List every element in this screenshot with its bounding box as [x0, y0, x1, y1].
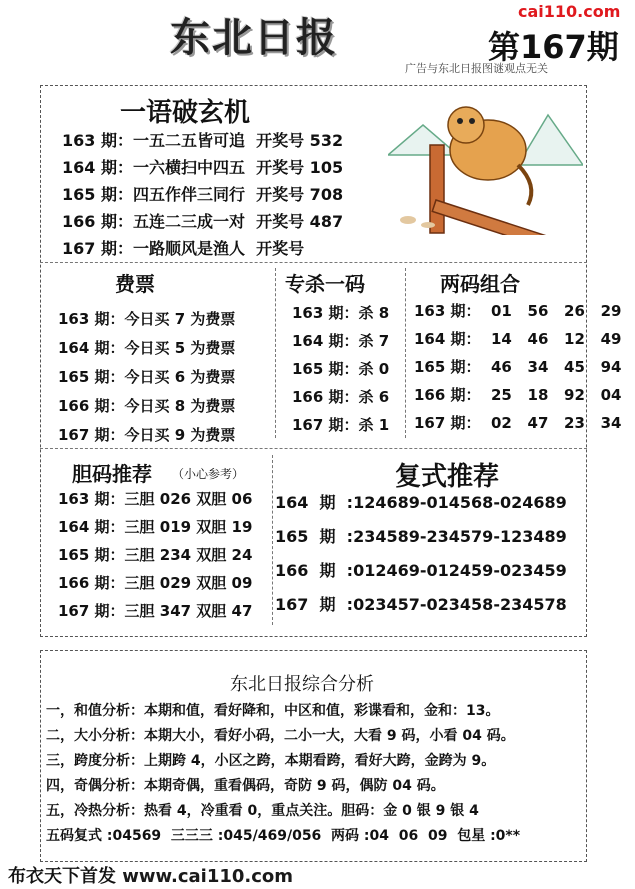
- liangma-row: 166 期： 25 18 92 04: [414, 386, 622, 404]
- yiyu-row: 166 期：五连二三成一对 开奖号 487: [62, 212, 344, 231]
- danma-row: 167 期：三胆 347 双胆 47: [58, 602, 253, 620]
- section-divider: [40, 448, 587, 449]
- zhuansha-row: 167 期：杀 1: [292, 416, 390, 434]
- liangma-row: 167 期： 02 47 23 34: [414, 414, 622, 432]
- yiyu-row: 163 期：一五二五皆可追 开奖号 532: [62, 131, 344, 150]
- analysis-title: 东北日报综合分析: [230, 674, 374, 695]
- column-divider: [275, 268, 276, 438]
- feipiao-row: 167 期：今日买 9 为费票: [58, 426, 236, 444]
- danma-row: 163 期：三胆 026 双胆 06: [58, 490, 253, 508]
- analysis-row: 三，跨度分析：上期跨 4，小区之跨，本期看跨，看好大跨，金跨为 9。: [46, 753, 496, 769]
- analysis-row: 二，大小分析：本期大小，看好小码，二小一大，大看 9 码，小看 04 码。: [46, 728, 515, 744]
- column-divider: [405, 268, 406, 438]
- feipiao-row: 163 期：今日买 7 为费票: [58, 310, 236, 328]
- cartoon-illustration: [388, 95, 583, 235]
- danma-note: （小心参考）: [172, 467, 245, 481]
- analysis-row: 五，冷热分析：热看 4，冷重看 0，重点关注。胆码：金 0 银 9 银 4: [46, 803, 479, 819]
- liangma-row: 164 期： 14 46 12 49: [414, 330, 622, 348]
- zhuansha-row: 163 期：杀 8: [292, 304, 390, 322]
- section-divider: [40, 262, 587, 263]
- yiyu-row: 165 期：四五作伴三同行 开奖号 708: [62, 185, 344, 204]
- fushi-row: 165 期 :234589-234579-123489: [275, 527, 567, 546]
- liangma-row: 165 期： 46 34 45 94: [414, 358, 622, 376]
- yiyu-row: 164 期：一六横扫中四五 开奖号 105: [62, 158, 344, 177]
- feipiao-row: 166 期：今日买 8 为费票: [58, 397, 236, 415]
- analysis-row: 五码复式 :04569 三三三 :045/469/056 两码 :04 06 09 包星 :0**: [46, 828, 521, 844]
- yiyu-title: 一语破玄机: [120, 98, 251, 128]
- issue-number: 第167期: [488, 28, 619, 66]
- fushi-row: 166 期 :012469-012459-023459: [275, 561, 567, 580]
- fushi-row: 167 期 :023457-023458-234578: [275, 595, 567, 614]
- analysis-row: 一，和值分析：本期和值，看好降和，中区和值，彩谍看和，金和：13。: [46, 703, 500, 719]
- footer-url[interactable]: www.cai110.com: [122, 866, 294, 887]
- liangma-row: 163 期： 01 56 26 29: [414, 302, 622, 320]
- yiyu-row: 167 期：一路顺风是渔人 开奖号: [62, 239, 305, 258]
- footer: [8, 862, 293, 888]
- masthead-title: 东北日报: [170, 15, 338, 61]
- site-link[interactable]: cai110.com: [518, 2, 621, 21]
- danma-row: 165 期：三胆 234 双胆 24: [58, 546, 253, 564]
- fushi-row: 164 期 :124689-014568-024689: [275, 493, 567, 512]
- zhuansha-row: 166 期：杀 6: [292, 388, 390, 406]
- disclaimer-text: 广告与东北日报图谜观点无关: [405, 62, 548, 75]
- feipiao-title: 费票: [115, 272, 155, 296]
- zhuansha-row: 165 期：杀 0: [292, 360, 390, 378]
- zhuansha-title: 专杀一码: [285, 272, 365, 296]
- fushi-title: 复式推荐: [395, 462, 500, 492]
- footer-text: 布衣天下首发: [8, 866, 116, 887]
- danma-row: 164 期：三胆 019 双胆 19: [58, 518, 253, 536]
- liangma-title: 两码组合: [440, 272, 520, 296]
- column-divider: [272, 455, 273, 625]
- danma-row: 166 期：三胆 029 双胆 09: [58, 574, 253, 592]
- feipiao-row: 165 期：今日买 6 为费票: [58, 368, 236, 386]
- analysis-row: 四，奇偶分析：本期奇偶，重看偶码，奇防 9 码，偶防 04 码。: [46, 778, 445, 794]
- danma-title: 胆码推荐: [72, 462, 152, 486]
- zhuansha-row: 164 期：杀 7: [292, 332, 390, 350]
- feipiao-row: 164 期：今日买 5 为费票: [58, 339, 236, 357]
